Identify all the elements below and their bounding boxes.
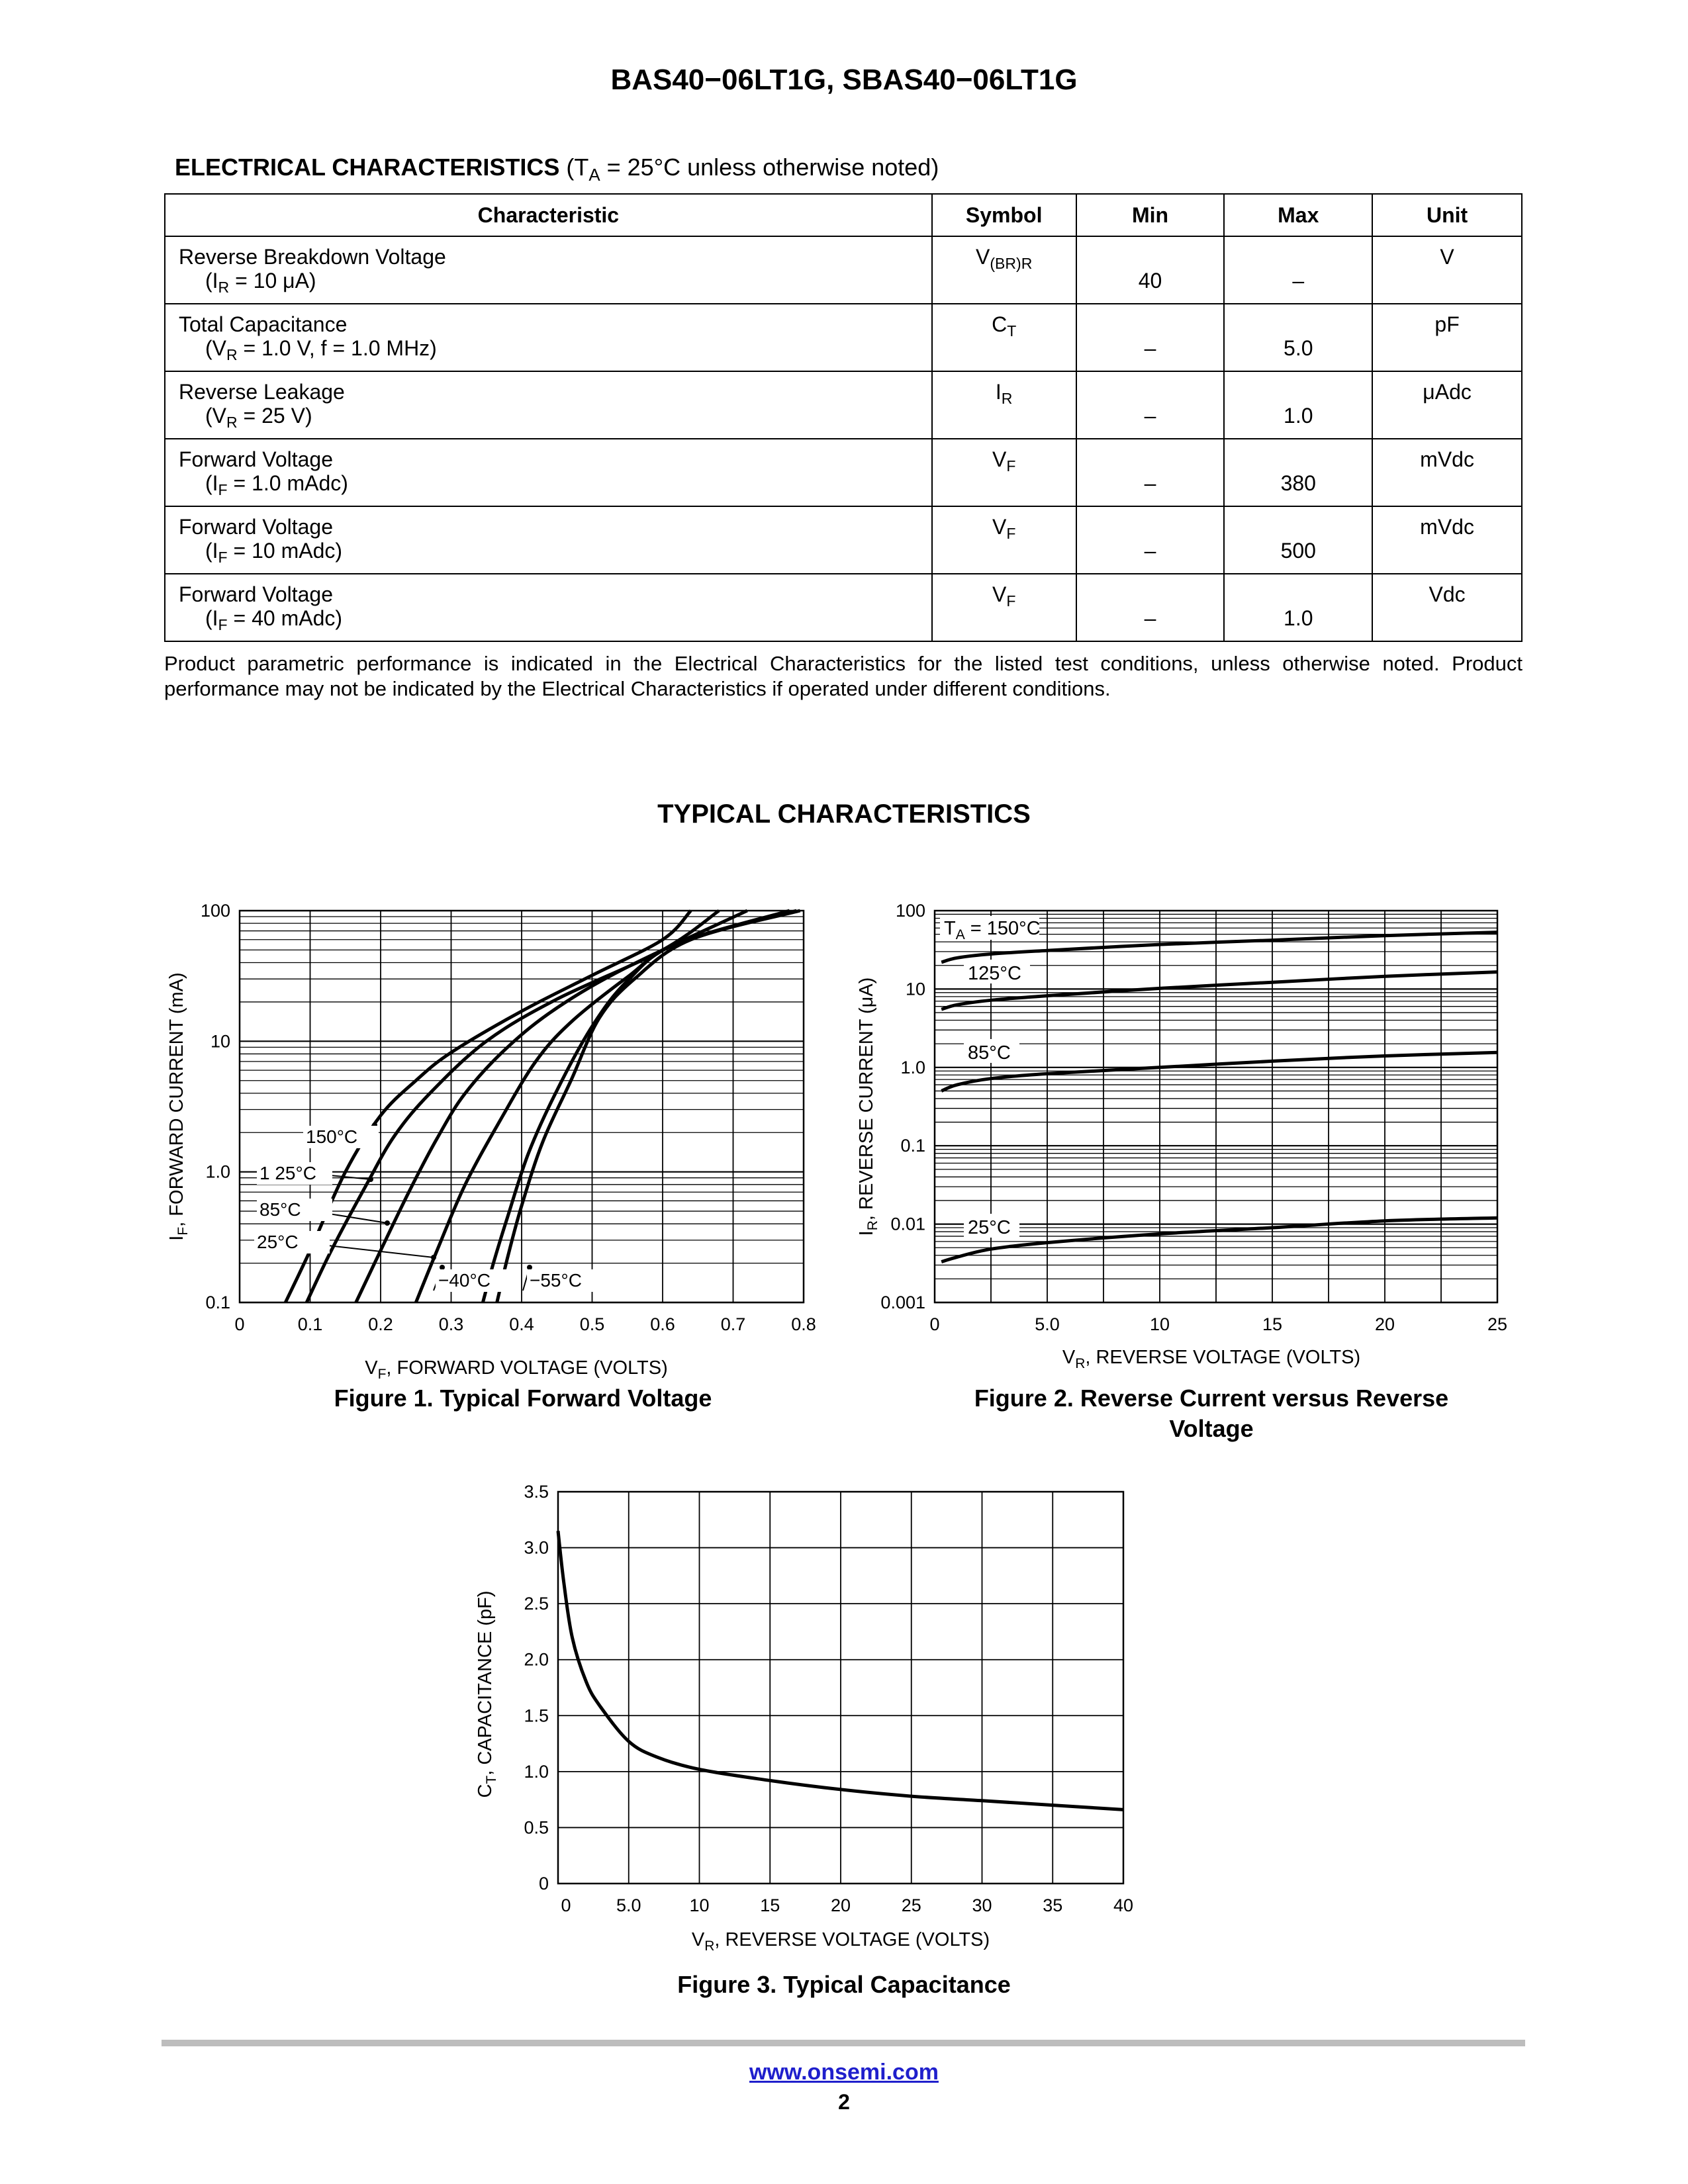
tick-label: 25 [901, 1895, 921, 1915]
series-line-5 [497, 911, 800, 1302]
tick-label: 0 [929, 1314, 940, 1334]
series-line-2 [356, 911, 747, 1302]
leader-arrow [440, 1265, 445, 1270]
cell-max: 5.0 [1224, 304, 1372, 371]
header-symbol: Symbol [932, 194, 1076, 236]
curve-label: 85°C [259, 1199, 301, 1220]
tick-label: 10 [689, 1895, 710, 1915]
tick-label: 1.0 [524, 1761, 549, 1782]
tick-label: 0 [538, 1874, 549, 1893]
header-max: Max [1224, 194, 1372, 236]
disclaimer-text: Product parametric performance is indicated in the Electrical Characteristics for the listed test conditions, unless otherwise noted. Product performance may not be indicated by the Electrical Characteristics if operated under different conditions. [164, 652, 1523, 700]
tick-label: 0.01 [890, 1214, 925, 1234]
tick-label: 0.1 [205, 1293, 230, 1312]
x-axis-label: $V_F$, FORWARD VOLTAGE (VOLTS) [365, 1357, 668, 1382]
cell-characteristic: Reverse Breakdown Voltage ($I_R = 10$ μA) [165, 236, 932, 304]
x-axis-label: $V_R$, REVERSE VOLTAGE (VOLTS) [691, 1929, 990, 1954]
curve-label: 125°C [968, 963, 1021, 984]
page-number: 2 [838, 2090, 850, 2114]
cell-min: – [1076, 371, 1225, 439]
header-unit: Unit [1372, 194, 1522, 236]
x-axis-label: $V_R$, REVERSE VOLTAGE (VOLTS) [1062, 1347, 1361, 1371]
cell-max: 1.0 [1224, 371, 1372, 439]
tick-label: 3.0 [524, 1537, 549, 1558]
cell-unit: pF [1372, 304, 1522, 371]
figure-2-caption: Figure 2. Reverse Current versus Reverse Voltage [974, 1385, 1449, 1442]
figure-3-plot [558, 1492, 1123, 1884]
series-line-4 [483, 911, 796, 1302]
cell-symbol: $V_F$ [932, 506, 1076, 574]
cell-max: 1.0 [1224, 574, 1372, 641]
tick-label: 2.0 [524, 1649, 549, 1670]
figure-1-caption: Figure 1. Typical Forward Voltage [334, 1385, 712, 1412]
tick-label: 0.1 [297, 1314, 323, 1334]
cell-symbol: $V_F$ [932, 439, 1076, 506]
cell-min: – [1076, 574, 1225, 641]
tick-label: 10 [905, 979, 925, 999]
tick-label: 25 [1487, 1314, 1508, 1334]
cell-characteristic: Forward Voltage ($I_F = 40$ mAdc) [165, 574, 932, 641]
tick-label: 0.001 [880, 1293, 925, 1312]
leader-arrow [368, 1177, 373, 1182]
footer-link[interactable]: www.onsemi.com [749, 2060, 939, 2085]
tick-label: 0.3 [438, 1314, 464, 1334]
figure-1-plot [240, 911, 804, 1302]
cell-symbol: $V_F$ [932, 574, 1076, 641]
cell-symbol: $V_{(BR)R}$ [932, 236, 1076, 304]
leader-arrow [431, 1255, 436, 1260]
cell-unit: mVdc [1372, 506, 1522, 574]
document-title: BAS40−06LT1G, SBAS40−06LT1G [610, 64, 1078, 96]
cell-min: – [1076, 439, 1225, 506]
tick-label: 30 [972, 1895, 992, 1915]
y-axis-label: $I_R$, REVERSE CURRENT (μA) [856, 977, 880, 1236]
cell-min: 40 [1076, 236, 1225, 304]
tick-label: 20 [830, 1895, 851, 1915]
tick-label: 0 [561, 1895, 571, 1915]
tick-label: 0.7 [720, 1314, 746, 1334]
header-min: Min [1076, 194, 1225, 236]
curve-label: 1 25°C [259, 1163, 316, 1183]
figure-3-caption: Figure 3. Typical Capacitance [677, 1971, 1011, 1998]
cell-min: – [1076, 506, 1225, 574]
tick-label: 10 [210, 1031, 230, 1052]
tick-label: 15 [1262, 1314, 1283, 1334]
header-characteristic: Characteristic [165, 194, 932, 236]
cell-unit: mVdc [1372, 439, 1522, 506]
footer-rule [162, 2040, 1525, 2046]
y-axis-label: $I_F$, FORWARD CURRENT (mA) [166, 972, 191, 1241]
tick-label: 10 [1149, 1314, 1170, 1334]
heading-condition: ($T_A = 25^\circ C$ unless otherwise noted) [566, 154, 939, 185]
tick-label: 0.4 [509, 1314, 534, 1334]
tick-label: 0.1 [900, 1136, 925, 1156]
tick-label: 0 [234, 1314, 245, 1334]
tick-label: 3.5 [524, 1482, 549, 1502]
tick-label: 1.0 [205, 1161, 230, 1182]
tick-label: 5.0 [1035, 1314, 1060, 1334]
tick-label: 2.5 [524, 1594, 549, 1614]
leader-arrow [385, 1220, 390, 1226]
cell-symbol: $C_T$ [932, 304, 1076, 371]
tick-label: 0.6 [650, 1314, 675, 1334]
tick-label: 100 [200, 901, 230, 921]
curve-label: −40°C [438, 1270, 491, 1291]
curve-label: 150°C [306, 1126, 358, 1147]
curve-label: 85°C [968, 1042, 1011, 1064]
cell-unit: V [1372, 236, 1522, 304]
tick-label: 35 [1043, 1895, 1063, 1915]
tick-label: 0.2 [368, 1314, 393, 1334]
tick-label: 1.5 [524, 1706, 549, 1726]
curve-label: $T_A = 150^\circ C$ [944, 918, 1041, 942]
tick-label: 15 [760, 1895, 780, 1915]
tick-label: 20 [1374, 1314, 1395, 1334]
typical-characteristics-title: TYPICAL CHARACTERISTICS [657, 799, 1031, 829]
tick-label: 0.5 [579, 1314, 605, 1334]
heading-bold: ELECTRICAL CHARACTERISTICS [175, 154, 560, 181]
tick-label: 5.0 [616, 1895, 641, 1915]
curve-label: 25°C [968, 1217, 1011, 1238]
cell-unit: μAdc [1372, 371, 1522, 439]
cell-characteristic: Forward Voltage ($I_F = 10$ mAdc) [165, 506, 932, 574]
cell-characteristic: Total Capacitance ($V_R = 1.0$ V, f = 1.0 MHz) [165, 304, 932, 371]
cell-max: 380 [1224, 439, 1372, 506]
cell-characteristic: Reverse Leakage ($V_R = 25$ V) [165, 371, 932, 439]
leader-arrow [527, 1265, 532, 1270]
cell-characteristic: Forward Voltage ($I_F = 1.0$ mAdc) [165, 439, 932, 506]
tick-label: 0.5 [524, 1817, 549, 1838]
tick-label: 0.8 [791, 1314, 816, 1334]
cell-unit: Vdc [1372, 574, 1522, 641]
cell-min: – [1076, 304, 1225, 371]
series-line-0 [285, 911, 690, 1302]
tick-label: 100 [895, 901, 925, 921]
tick-label: 40 [1113, 1895, 1134, 1915]
tick-label: 1.0 [900, 1057, 925, 1077]
curve-label: 25°C [257, 1232, 299, 1252]
cell-max: 500 [1224, 506, 1372, 574]
cell-symbol: $I_R$ [932, 371, 1076, 439]
cell-max: – [1224, 236, 1372, 304]
y-axis-label: $C_T$, CAPACITANCE (pF) [475, 1590, 499, 1798]
curve-label: −55°C [530, 1270, 582, 1291]
